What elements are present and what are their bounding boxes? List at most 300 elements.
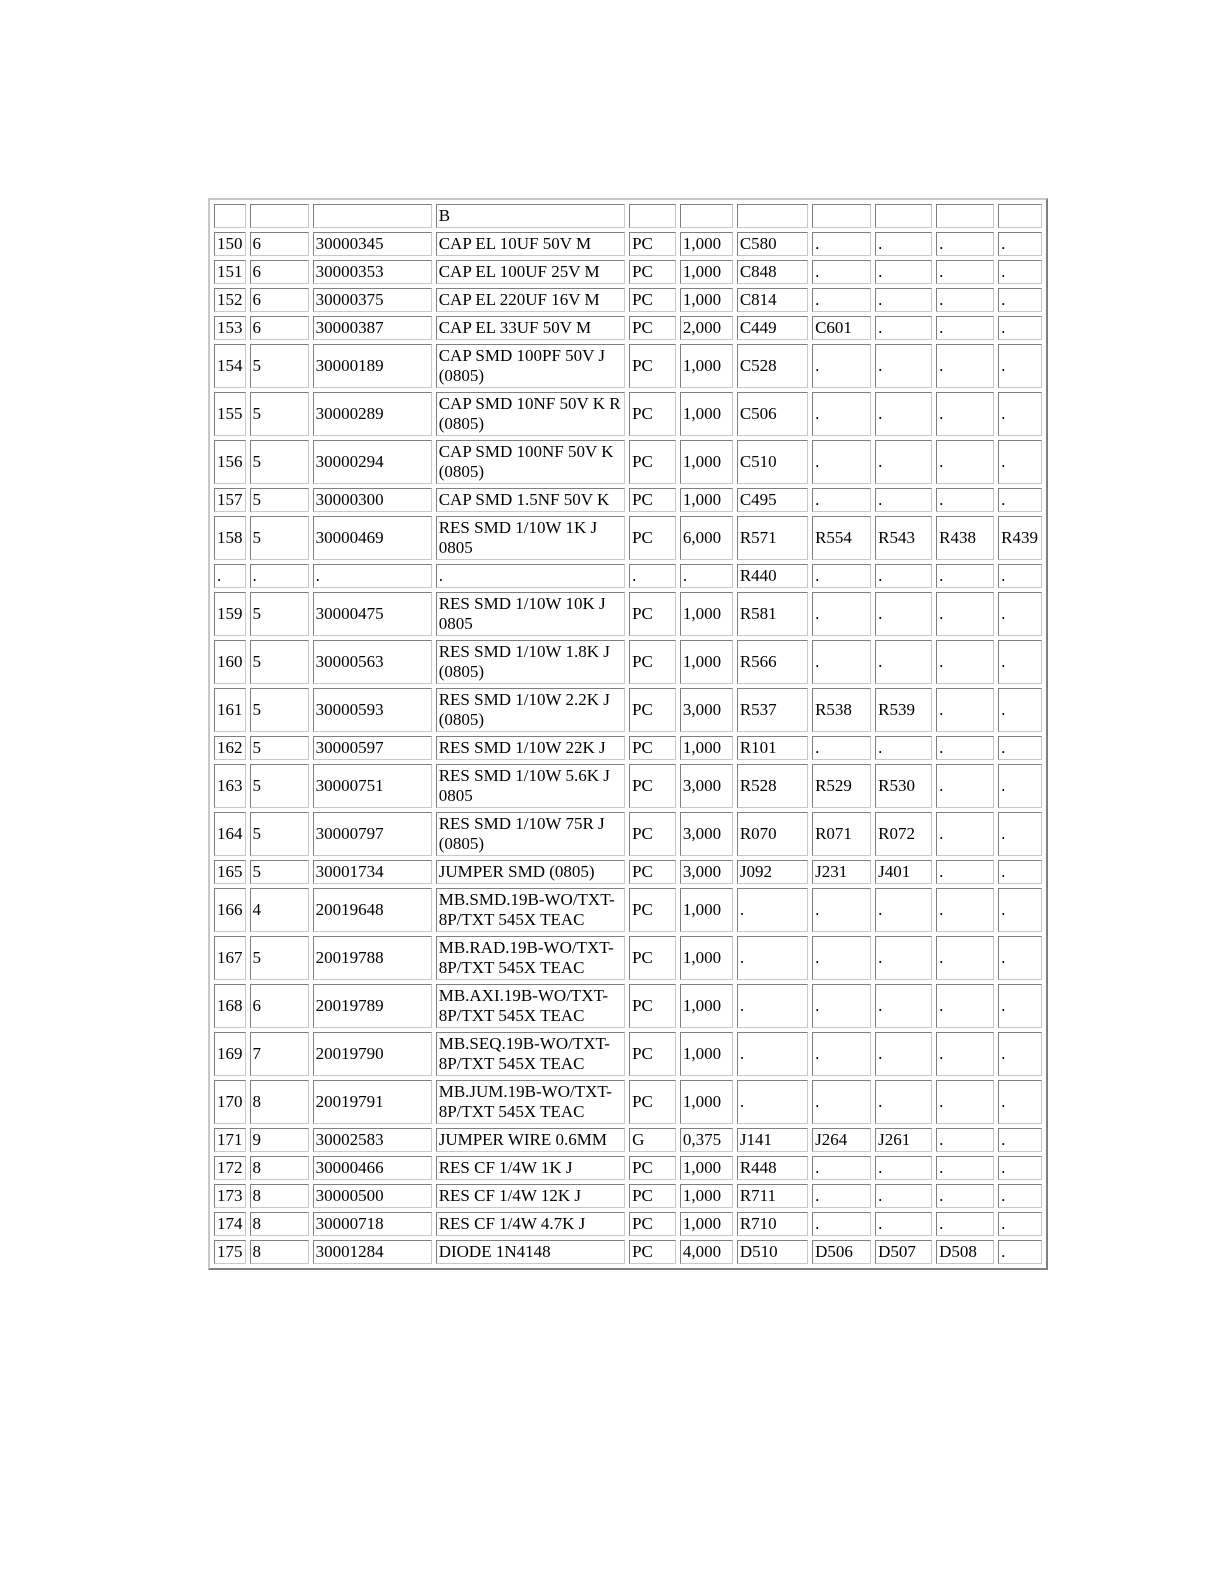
cell-ref-5: . <box>998 764 1042 808</box>
cell-item-no: 168 <box>214 984 246 1028</box>
cell-ref-4 <box>936 204 994 228</box>
cell-ref-2: R529 <box>812 764 871 808</box>
cell-quantity: 1,000 <box>680 984 733 1028</box>
cell-unit: PC <box>629 1212 676 1236</box>
cell-unit: PC <box>629 344 676 388</box>
cell-ref-1: . <box>737 1080 808 1124</box>
cell-ref-4: . <box>936 936 994 980</box>
cell-quantity: . <box>680 564 733 588</box>
cell-description: RES CF 1/4W 4.7K J <box>436 1212 625 1236</box>
cell-part-no: . <box>313 564 432 588</box>
table-row <box>214 984 1042 1028</box>
cell-quantity: 1,000 <box>680 344 733 388</box>
cell-ref-3: . <box>875 1156 932 1180</box>
cell-unit: PC <box>629 592 676 636</box>
cell-item-no: 162 <box>214 736 246 760</box>
table-row <box>214 1128 1042 1152</box>
cell-level: 8 <box>250 1184 309 1208</box>
cell-ref-1: R448 <box>737 1156 808 1180</box>
cell-part-no: 30000593 <box>313 688 432 732</box>
table-row <box>214 1156 1042 1180</box>
cell-ref-3: . <box>875 1080 932 1124</box>
cell-ref-2: . <box>812 488 871 512</box>
cell-item-no: 159 <box>214 592 246 636</box>
cell-part-no: 30000345 <box>313 232 432 256</box>
cell-level: 9 <box>250 1128 309 1152</box>
cell-quantity <box>680 204 733 228</box>
bom-table-body <box>214 204 1042 1264</box>
cell-item-no: 152 <box>214 288 246 312</box>
cell-ref-2: R554 <box>812 516 871 560</box>
cell-ref-3: R539 <box>875 688 932 732</box>
cell-ref-4: . <box>936 488 994 512</box>
cell-ref-1: . <box>737 984 808 1028</box>
cell-description: RES CF 1/4W 12K J <box>436 1184 625 1208</box>
cell-unit: PC <box>629 888 676 932</box>
cell-ref-1: . <box>737 936 808 980</box>
cell-item-no: 166 <box>214 888 246 932</box>
cell-description: JUMPER WIRE 0.6MM <box>436 1128 625 1152</box>
cell-part-no: 30001284 <box>313 1240 432 1264</box>
table-row <box>214 936 1042 980</box>
cell-item-no: 153 <box>214 316 246 340</box>
cell-quantity: 1,000 <box>680 260 733 284</box>
cell-ref-5: . <box>998 860 1042 884</box>
cell-ref-5: . <box>998 344 1042 388</box>
cell-level: 5 <box>250 440 309 484</box>
cell-unit: PC <box>629 232 676 256</box>
cell-unit: PC <box>629 288 676 312</box>
cell-part-no: 30000597 <box>313 736 432 760</box>
cell-level: 6 <box>250 984 309 1028</box>
cell-quantity: 1,000 <box>680 1080 733 1124</box>
table-row <box>214 1080 1042 1124</box>
cell-part-no: 20019790 <box>313 1032 432 1076</box>
table-row <box>214 204 1042 228</box>
cell-part-no: 30000718 <box>313 1212 432 1236</box>
cell-ref-4: . <box>936 592 994 636</box>
cell-ref-2: . <box>812 736 871 760</box>
cell-ref-5: R439 <box>998 516 1042 560</box>
cell-ref-2: . <box>812 260 871 284</box>
cell-ref-1: C495 <box>737 488 808 512</box>
cell-item-no: 151 <box>214 260 246 284</box>
cell-description: RES SMD 1/10W 10K J 0805 <box>436 592 625 636</box>
cell-ref-5: . <box>998 288 1042 312</box>
cell-ref-3 <box>875 204 932 228</box>
cell-ref-1: R070 <box>737 812 808 856</box>
cell-ref-4: D508 <box>936 1240 994 1264</box>
cell-ref-5: . <box>998 232 1042 256</box>
cell-ref-4: . <box>936 736 994 760</box>
cell-ref-2: . <box>812 392 871 436</box>
cell-ref-5: . <box>998 888 1042 932</box>
cell-item-no: 172 <box>214 1156 246 1180</box>
cell-ref-4: . <box>936 888 994 932</box>
cell-item-no: 156 <box>214 440 246 484</box>
cell-part-no: 20019791 <box>313 1080 432 1124</box>
cell-ref-5: . <box>998 592 1042 636</box>
cell-unit: G <box>629 1128 676 1152</box>
cell-quantity: 1,000 <box>680 1184 733 1208</box>
cell-part-no: 20019788 <box>313 936 432 980</box>
cell-ref-5: . <box>998 812 1042 856</box>
table-row <box>214 344 1042 388</box>
cell-part-no: 30002583 <box>313 1128 432 1152</box>
cell-ref-1: . <box>737 888 808 932</box>
cell-item-no <box>214 204 246 228</box>
cell-quantity: 2,000 <box>680 316 733 340</box>
cell-description: RES SMD 1/10W 1K J 0805 <box>436 516 625 560</box>
cell-unit: PC <box>629 392 676 436</box>
cell-ref-2: J231 <box>812 860 871 884</box>
cell-ref-3: . <box>875 1184 932 1208</box>
table-row <box>214 764 1042 808</box>
cell-ref-5: . <box>998 440 1042 484</box>
cell-ref-2: . <box>812 440 871 484</box>
cell-part-no: 30000751 <box>313 764 432 808</box>
cell-quantity: 6,000 <box>680 516 733 560</box>
cell-level: 6 <box>250 260 309 284</box>
cell-ref-2: . <box>812 1212 871 1236</box>
cell-ref-4: . <box>936 440 994 484</box>
cell-unit: PC <box>629 1080 676 1124</box>
cell-ref-5: . <box>998 1184 1042 1208</box>
cell-ref-3: . <box>875 736 932 760</box>
cell-item-no: 167 <box>214 936 246 980</box>
cell-unit: PC <box>629 1184 676 1208</box>
cell-ref-2: . <box>812 344 871 388</box>
cell-ref-1: R710 <box>737 1212 808 1236</box>
cell-item-no: 150 <box>214 232 246 256</box>
cell-ref-1: J141 <box>737 1128 808 1152</box>
cell-description: CAP EL 220UF 16V M <box>436 288 625 312</box>
cell-description: B <box>436 204 625 228</box>
cell-ref-1: C506 <box>737 392 808 436</box>
cell-ref-1: C528 <box>737 344 808 388</box>
cell-part-no: 30000375 <box>313 288 432 312</box>
cell-unit: PC <box>629 1156 676 1180</box>
table-row <box>214 1212 1042 1236</box>
cell-quantity: 1,000 <box>680 392 733 436</box>
cell-ref-1: C510 <box>737 440 808 484</box>
cell-description: RES SMD 1/10W 5.6K J 0805 <box>436 764 625 808</box>
cell-quantity: 1,000 <box>680 736 733 760</box>
cell-part-no: 30000387 <box>313 316 432 340</box>
table-row <box>214 564 1042 588</box>
cell-ref-1: R528 <box>737 764 808 808</box>
cell-ref-3: . <box>875 592 932 636</box>
cell-level: 8 <box>250 1156 309 1180</box>
cell-unit: PC <box>629 488 676 512</box>
cell-ref-3: . <box>875 344 932 388</box>
cell-ref-1: R571 <box>737 516 808 560</box>
cell-ref-5: . <box>998 1128 1042 1152</box>
cell-description: MB.SEQ.19B-WO/TXT-8P/TXT 545X TEAC <box>436 1032 625 1076</box>
cell-description: RES SMD 1/10W 22K J <box>436 736 625 760</box>
cell-level: 5 <box>250 516 309 560</box>
cell-ref-5: . <box>998 936 1042 980</box>
cell-ref-3: R543 <box>875 516 932 560</box>
cell-description: MB.SMD.19B-WO/TXT-8P/TXT 545X TEAC <box>436 888 625 932</box>
cell-quantity: 0,375 <box>680 1128 733 1152</box>
cell-unit: PC <box>629 764 676 808</box>
cell-level: 5 <box>250 764 309 808</box>
table-row <box>214 1240 1042 1264</box>
table-row <box>214 392 1042 436</box>
cell-ref-4: . <box>936 260 994 284</box>
cell-item-no: 164 <box>214 812 246 856</box>
cell-level: 5 <box>250 592 309 636</box>
cell-ref-3: R530 <box>875 764 932 808</box>
table-row <box>214 812 1042 856</box>
cell-ref-3: . <box>875 1212 932 1236</box>
cell-ref-2: . <box>812 1080 871 1124</box>
cell-ref-2: . <box>812 936 871 980</box>
cell-quantity: 1,000 <box>680 1156 733 1180</box>
cell-description: CAP SMD 10NF 50V K R (0805) <box>436 392 625 436</box>
cell-level: 8 <box>250 1212 309 1236</box>
cell-level: 6 <box>250 232 309 256</box>
cell-description: RES SMD 1/10W 1.8K J (0805) <box>436 640 625 684</box>
cell-unit <box>629 204 676 228</box>
cell-ref-2: . <box>812 288 871 312</box>
cell-ref-4: . <box>936 1032 994 1076</box>
cell-ref-4: . <box>936 860 994 884</box>
cell-ref-2: . <box>812 888 871 932</box>
cell-description: MB.JUM.19B-WO/TXT-8P/TXT 545X TEAC <box>436 1080 625 1124</box>
cell-part-no: 30000466 <box>313 1156 432 1180</box>
table-row <box>214 440 1042 484</box>
cell-level: 5 <box>250 488 309 512</box>
cell-ref-3: J261 <box>875 1128 932 1152</box>
cell-ref-1: D510 <box>737 1240 808 1264</box>
cell-unit: PC <box>629 440 676 484</box>
cell-ref-2: D506 <box>812 1240 871 1264</box>
cell-quantity: 1,000 <box>680 592 733 636</box>
cell-description: MB.AXI.19B-WO/TXT-8P/TXT 545X TEAC <box>436 984 625 1028</box>
cell-unit: PC <box>629 640 676 684</box>
cell-ref-5: . <box>998 688 1042 732</box>
cell-description: RES SMD 1/10W 2.2K J (0805) <box>436 688 625 732</box>
cell-ref-2 <box>812 204 871 228</box>
cell-ref-2: R538 <box>812 688 871 732</box>
cell-quantity: 1,000 <box>680 288 733 312</box>
cell-ref-3: . <box>875 232 932 256</box>
cell-ref-3: . <box>875 984 932 1028</box>
cell-part-no: 30000475 <box>313 592 432 636</box>
cell-ref-5: . <box>998 260 1042 284</box>
cell-item-no: 157 <box>214 488 246 512</box>
cell-level: 6 <box>250 316 309 340</box>
cell-ref-3: . <box>875 564 932 588</box>
cell-quantity: 1,000 <box>680 1212 733 1236</box>
cell-ref-4: . <box>936 316 994 340</box>
cell-part-no: 30001734 <box>313 860 432 884</box>
cell-ref-1: C814 <box>737 288 808 312</box>
cell-ref-4: . <box>936 764 994 808</box>
cell-part-no: 20019789 <box>313 984 432 1028</box>
cell-ref-4: R438 <box>936 516 994 560</box>
cell-level: 5 <box>250 640 309 684</box>
cell-ref-5: . <box>998 488 1042 512</box>
table-row <box>214 736 1042 760</box>
table-row <box>214 260 1042 284</box>
cell-quantity: 1,000 <box>680 888 733 932</box>
cell-description: JUMPER SMD (0805) <box>436 860 625 884</box>
table-row <box>214 516 1042 560</box>
cell-quantity: 1,000 <box>680 488 733 512</box>
cell-ref-2: . <box>812 592 871 636</box>
cell-ref-5: . <box>998 316 1042 340</box>
cell-item-no: 155 <box>214 392 246 436</box>
cell-part-no: 30000300 <box>313 488 432 512</box>
cell-description: CAP SMD 100NF 50V K (0805) <box>436 440 625 484</box>
cell-ref-1: R440 <box>737 564 808 588</box>
cell-item-no: 158 <box>214 516 246 560</box>
cell-ref-5: . <box>998 1240 1042 1264</box>
cell-item-no: 174 <box>214 1212 246 1236</box>
cell-part-no: 30000500 <box>313 1184 432 1208</box>
cell-unit: PC <box>629 316 676 340</box>
cell-ref-5 <box>998 204 1042 228</box>
cell-unit: PC <box>629 860 676 884</box>
cell-ref-3: . <box>875 260 932 284</box>
cell-ref-3: R072 <box>875 812 932 856</box>
cell-description: CAP EL 100UF 25V M <box>436 260 625 284</box>
cell-unit: PC <box>629 736 676 760</box>
cell-quantity: 3,000 <box>680 860 733 884</box>
table-row <box>214 860 1042 884</box>
cell-item-no: 175 <box>214 1240 246 1264</box>
cell-quantity: 1,000 <box>680 1032 733 1076</box>
cell-ref-2: . <box>812 1156 871 1180</box>
cell-level: . <box>250 564 309 588</box>
cell-ref-2: . <box>812 564 871 588</box>
cell-ref-4: . <box>936 1212 994 1236</box>
cell-ref-4: . <box>936 392 994 436</box>
table-row <box>214 232 1042 256</box>
cell-unit: PC <box>629 516 676 560</box>
table-row <box>214 888 1042 932</box>
table-row <box>214 1032 1042 1076</box>
table-row <box>214 1184 1042 1208</box>
cell-part-no: 30000289 <box>313 392 432 436</box>
cell-description: CAP EL 10UF 50V M <box>436 232 625 256</box>
cell-description: CAP EL 33UF 50V M <box>436 316 625 340</box>
cell-ref-3: . <box>875 936 932 980</box>
cell-ref-5: . <box>998 736 1042 760</box>
cell-description: DIODE 1N4148 <box>436 1240 625 1264</box>
cell-ref-2: R071 <box>812 812 871 856</box>
cell-ref-1: R711 <box>737 1184 808 1208</box>
cell-description: RES CF 1/4W 1K J <box>436 1156 625 1180</box>
cell-ref-5: . <box>998 1212 1042 1236</box>
cell-ref-5: . <box>998 1156 1042 1180</box>
cell-part-no: 30000563 <box>313 640 432 684</box>
cell-ref-3: . <box>875 888 932 932</box>
cell-ref-4: . <box>936 232 994 256</box>
cell-ref-3: . <box>875 488 932 512</box>
cell-ref-2: . <box>812 984 871 1028</box>
cell-ref-4: . <box>936 288 994 312</box>
cell-ref-2: J264 <box>812 1128 871 1152</box>
cell-ref-5: . <box>998 392 1042 436</box>
cell-description: CAP SMD 100PF 50V J (0805) <box>436 344 625 388</box>
cell-item-no: 160 <box>214 640 246 684</box>
cell-ref-5: . <box>998 564 1042 588</box>
cell-quantity: 1,000 <box>680 640 733 684</box>
cell-ref-2: . <box>812 232 871 256</box>
cell-quantity: 3,000 <box>680 812 733 856</box>
cell-ref-1: C848 <box>737 260 808 284</box>
cell-ref-1: J092 <box>737 860 808 884</box>
cell-description: . <box>436 564 625 588</box>
cell-ref-4: . <box>936 1128 994 1152</box>
cell-part-no: 30000469 <box>313 516 432 560</box>
cell-level: 5 <box>250 860 309 884</box>
cell-ref-1: R537 <box>737 688 808 732</box>
cell-ref-5: . <box>998 1080 1042 1124</box>
cell-ref-2: . <box>812 1184 871 1208</box>
cell-item-no: 171 <box>214 1128 246 1152</box>
cell-item-no: 173 <box>214 1184 246 1208</box>
bom-table <box>208 198 1048 1270</box>
cell-ref-3: . <box>875 392 932 436</box>
table-row <box>214 316 1042 340</box>
cell-quantity: 4,000 <box>680 1240 733 1264</box>
cell-level: 4 <box>250 888 309 932</box>
cell-level: 8 <box>250 1080 309 1124</box>
cell-unit: PC <box>629 1240 676 1264</box>
cell-ref-3: . <box>875 640 932 684</box>
table-row <box>214 688 1042 732</box>
cell-quantity: 1,000 <box>680 936 733 980</box>
cell-ref-4: . <box>936 812 994 856</box>
cell-ref-4: . <box>936 688 994 732</box>
cell-ref-3: . <box>875 1032 932 1076</box>
cell-item-no: 161 <box>214 688 246 732</box>
cell-ref-3: . <box>875 316 932 340</box>
cell-ref-1: R581 <box>737 592 808 636</box>
cell-ref-3: . <box>875 440 932 484</box>
cell-ref-2: . <box>812 640 871 684</box>
cell-quantity: 1,000 <box>680 232 733 256</box>
cell-part-no: 20019648 <box>313 888 432 932</box>
cell-unit: PC <box>629 936 676 980</box>
cell-part-no: 30000797 <box>313 812 432 856</box>
cell-part-no: 30000189 <box>313 344 432 388</box>
cell-level: 6 <box>250 288 309 312</box>
cell-unit: PC <box>629 812 676 856</box>
cell-item-no: . <box>214 564 246 588</box>
cell-item-no: 169 <box>214 1032 246 1076</box>
cell-ref-2: . <box>812 1032 871 1076</box>
cell-ref-3: . <box>875 288 932 312</box>
cell-level: 5 <box>250 344 309 388</box>
cell-ref-1: . <box>737 1032 808 1076</box>
table-row <box>214 288 1042 312</box>
table-row <box>214 592 1042 636</box>
cell-item-no: 154 <box>214 344 246 388</box>
cell-item-no: 165 <box>214 860 246 884</box>
cell-level: 5 <box>250 736 309 760</box>
cell-ref-1: R566 <box>737 640 808 684</box>
cell-part-no: 30000294 <box>313 440 432 484</box>
cell-ref-4: . <box>936 564 994 588</box>
cell-ref-1: C580 <box>737 232 808 256</box>
cell-level: 7 <box>250 1032 309 1076</box>
